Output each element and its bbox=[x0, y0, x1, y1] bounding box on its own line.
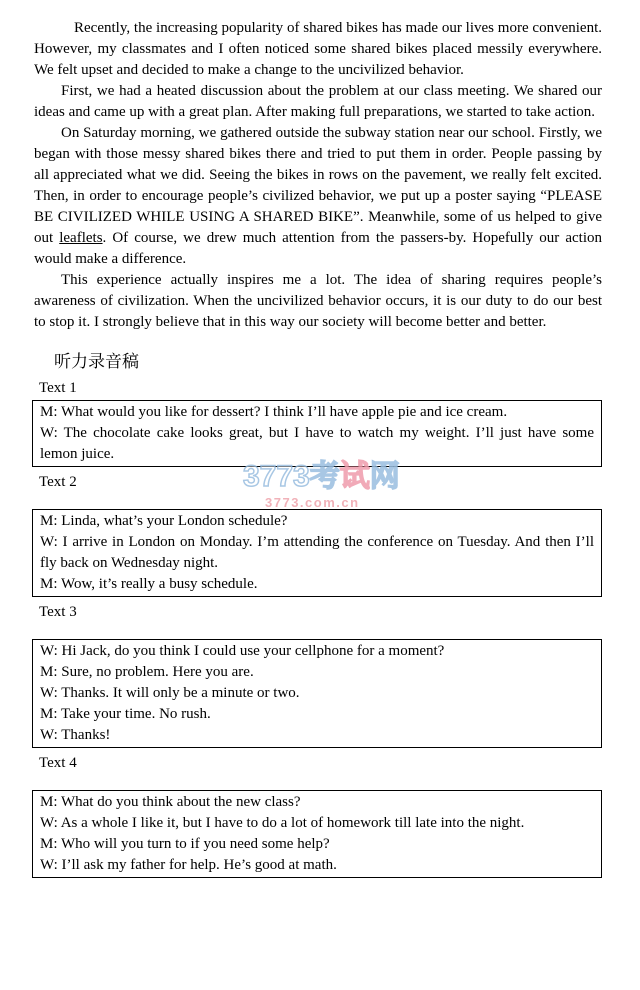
text2-label: Text 2 bbox=[39, 474, 77, 490]
text4-dialogue-box bbox=[32, 790, 602, 878]
essay-paragraph-4: This experience actually inspires me a lot. The idea of sharing requires people’s awareness of civilization. When the uncivilized behavior occurs, it is our duty to do our best to stop it. I strongly believe that in this way our society will become better and better. bbox=[34, 272, 602, 330]
text4-label: Text 4 bbox=[39, 755, 77, 771]
listening-section-text3 bbox=[34, 604, 602, 748]
text2-dialogue-box bbox=[32, 509, 602, 597]
dialogue-line: W: Thanks! bbox=[40, 727, 111, 743]
underlined-word: leaflets bbox=[59, 230, 103, 246]
dialogue-line: W: I arrive in London on Monday. I’m attending the conference on Tuesday. And then I’ll fly back on Wednesday night. bbox=[40, 534, 594, 571]
dialogue-line: W: The chocolate cake looks great, but I have to watch my weight. I’ll just have some lemon juice. bbox=[40, 425, 594, 462]
text1-dialogue-box bbox=[32, 400, 602, 467]
dialogue-line: W: As a whole I like it, but I have to do a lot of homework till late into the night. bbox=[40, 815, 525, 831]
dialogue-line: M: What would you like for dessert? I think I’ll have apple pie and ice cream. bbox=[40, 404, 508, 420]
paragraph-text-segment: On Saturday morning, we gathered outside the subway station near our school. Firstly, we began with those messy shared bikes there and tried to put them in order. People passing by all appreciated what we did. Seeing the bikes in rows on the pavement, we really felt excited. Then, in order to encourage people’s civilized behavior, we put up a poster saying “PLEASE BE CIVILIZED WHILE USING A SHARED BIKE”. Meanwhile, some of us helped to give out bbox=[34, 125, 602, 246]
paragraph-text-segment: . Of course, we drew much attention from the passers-by. Hopefully our action would make a difference. bbox=[34, 230, 603, 267]
dialogue-line: W: Hi Jack, do you think I could use your cellphone for a moment? bbox=[40, 643, 445, 659]
listening-section-text4 bbox=[34, 755, 602, 878]
dialogue-line: M: Take your time. No rush. bbox=[40, 706, 211, 722]
dialogue-line: M: Wow, it’s really a busy schedule. bbox=[40, 576, 258, 592]
dialogue-line: M: Who will you turn to if you need some help? bbox=[40, 836, 330, 852]
essay-paragraph-3 bbox=[34, 123, 602, 270]
listening-section-text1 bbox=[34, 380, 602, 467]
text3-dialogue-box bbox=[32, 639, 602, 748]
dialogue-line: W: I’ll ask my father for help. He’s good at math. bbox=[40, 857, 337, 873]
dialogue-line: M: Sure, no problem. Here you are. bbox=[40, 664, 254, 680]
listening-script-heading: 听力录音稿 bbox=[54, 352, 139, 371]
watermark-accent-character: 试 bbox=[339, 460, 370, 493]
watermark-text-segment: 网 bbox=[369, 460, 400, 493]
essay-paragraph-1: Recently, the increasing popularity of shared bikes has made our lives more convenient. However, my classmates and I often noticed some shared bikes placed messily everywhere. We felt upset and decided to make a change to the uncivilized behavior. bbox=[34, 20, 602, 78]
watermark-site-url: 3773.com.cn bbox=[265, 495, 360, 510]
dialogue-line: M: What do you think about the new class? bbox=[40, 794, 301, 810]
text1-label: Text 1 bbox=[39, 380, 77, 396]
listening-section-text2 bbox=[34, 474, 602, 597]
dialogue-line: M: Linda, what’s your London schedule? bbox=[40, 513, 288, 529]
dialogue-line: W: Thanks. It will only be a minute or two. bbox=[40, 685, 300, 701]
text3-label: Text 3 bbox=[39, 604, 77, 620]
watermark-text-segment: 3773考 bbox=[243, 460, 340, 493]
essay-paragraph-2: First, we had a heated discussion about the problem at our class meeting. We shared our ideas and came up with a great plan. After making full preparations, we started to take action. bbox=[34, 83, 602, 120]
